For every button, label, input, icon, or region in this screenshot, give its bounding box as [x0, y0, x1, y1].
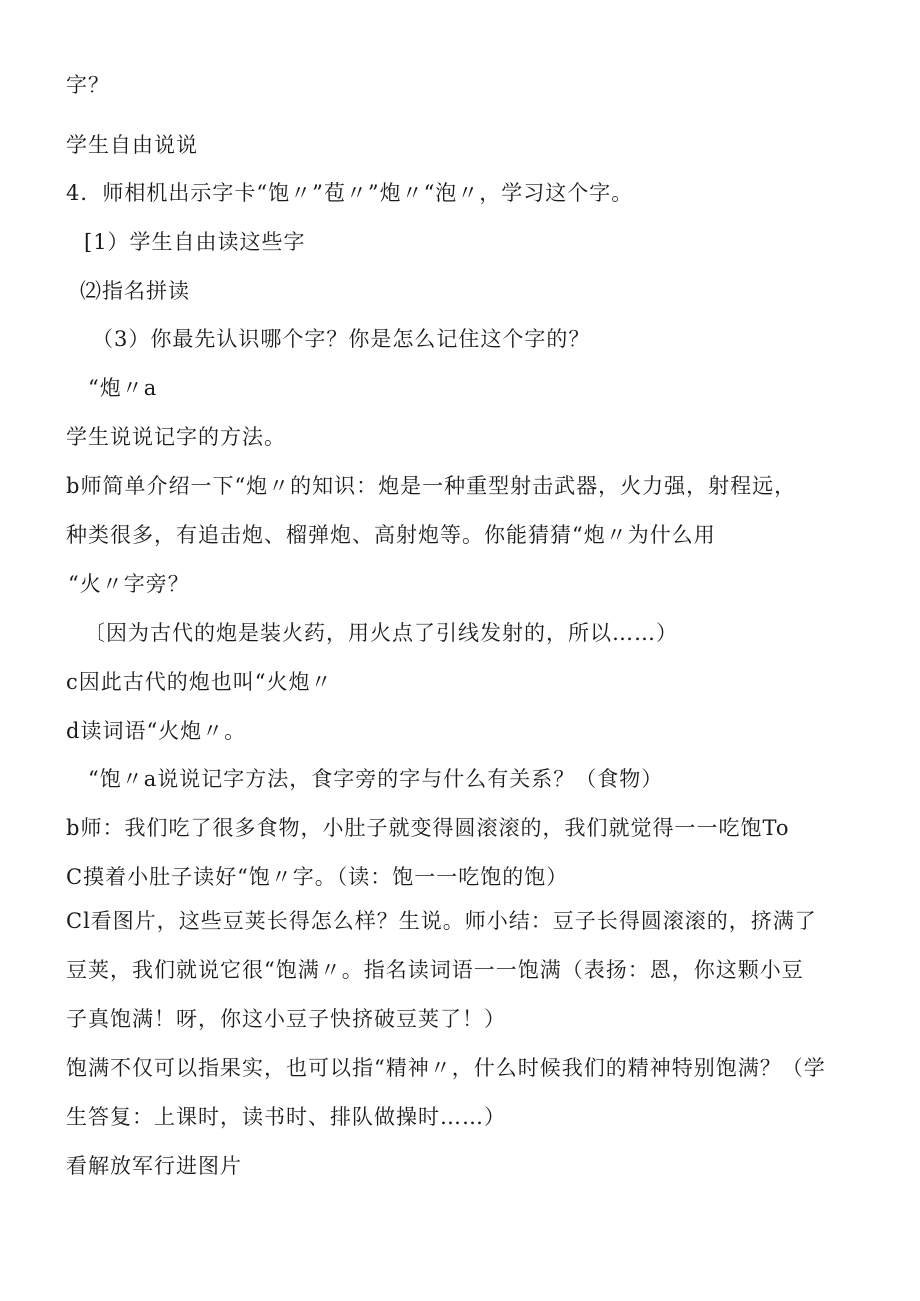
text-line: 看解放军行进图片	[66, 1154, 242, 1178]
text-line: （3）你最先认识哪个字？你是怎么记住这个字的？	[92, 327, 591, 351]
text-line: 豆荚，我们就说它很“饱满〃。指名读词语一一饱满（表扬：恩，你这颗小豆	[66, 958, 804, 982]
text-line: “饱〃a说说记字方法，食字旁的字与什么有关系？（食物）	[88, 767, 664, 791]
text-line: 学生说说记字的方法。	[66, 425, 286, 449]
text-line: b师：我们吃了很多食物，小肚子就变得圆滚滚的，我们就觉得一一吃饱To	[66, 816, 790, 840]
text-line: 饱满不仅可以指果实，也可以指“精神〃，什么时候我们的精神特别饱满？（学	[66, 1056, 826, 1080]
text-line: 4．师相机出示字卡“饱〃”苞〃”炮〃“泡〃，学习这个字。	[66, 181, 634, 205]
text-line: 〔因为古代的炮是装火药，用火点了引线发射的，所以……）	[84, 621, 678, 645]
text-line: 学生自由说说	[66, 133, 198, 157]
text-line: ⑵指名拼读	[80, 279, 190, 303]
text-line: Cl看图片，这些豆荚长得怎么样？生说。师小结：豆子长得圆滚滚的，挤满了	[66, 909, 817, 933]
text-line: [1）学生自由读这些字	[84, 230, 306, 254]
text-line: 子真饱满！呀，你这小豆子快挤破豆荚了！）	[66, 1007, 506, 1031]
text-line: 种类很多，有追击炮、榴弹炮、高射炮等。你能猜猜“炮〃为什么用	[66, 523, 716, 547]
text-line: “火〃字旁？	[68, 572, 190, 596]
text-line: d读词语“火炮〃。	[66, 719, 247, 743]
text-line: “炮〃a	[88, 376, 158, 400]
text-line: 字？	[66, 73, 110, 97]
text-line: b师简单介绍一下“炮〃的知识：炮是一种重型射击武器，火力强，射程远，	[66, 474, 797, 498]
text-line: C摸着小肚子读好“饱〃字。（读：饱一一吃饱的饱）	[66, 865, 569, 889]
text-line: 生答复：上课时，读书时、排队做操时……）	[66, 1105, 506, 1129]
text-line: c因此古代的炮也叫“火炮〃	[66, 670, 333, 694]
